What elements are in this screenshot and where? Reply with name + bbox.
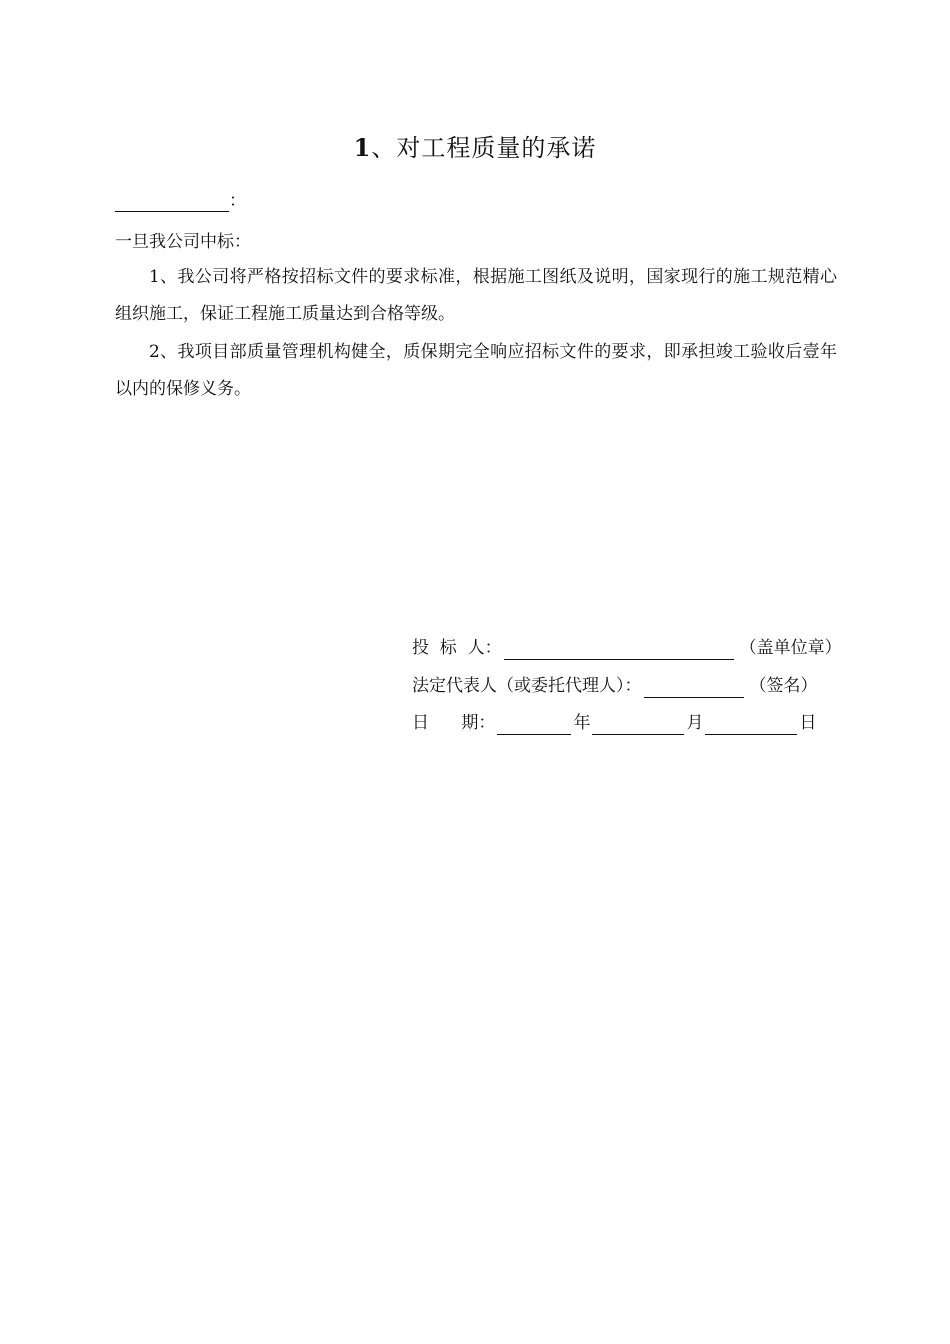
commitment-paragraph-2: 2、我项目部质量管理机构健全，质保期完全响应招标文件的要求，即承担竣工验收后壹年以内的保修义务。 bbox=[115, 342, 837, 399]
representative-label: 法定代表人（或委托代理人）： bbox=[412, 676, 642, 696]
date-label: 日 期： bbox=[412, 713, 496, 733]
signature-date-row bbox=[412, 711, 832, 735]
representative-blank bbox=[644, 679, 744, 698]
commitment-paragraph-1: 1、我公司将严格按招标文件的要求标准，根据施工图纸及说明，国家现行的施工规范精心组织施工，保证工程施工质量达到合格等级。 bbox=[115, 267, 837, 324]
day-blank bbox=[705, 716, 797, 735]
bidder-label: 投 标 人： bbox=[412, 638, 502, 658]
year-label: 年 bbox=[573, 713, 591, 733]
year-blank bbox=[497, 716, 571, 735]
page-title bbox=[0, 128, 950, 163]
signature-representative-row bbox=[412, 674, 832, 698]
title-text: 、对工程质量的承诺 bbox=[371, 134, 597, 162]
bidder-blank bbox=[504, 641, 734, 660]
title-number: 1 bbox=[353, 133, 372, 162]
addressee-colon: ： bbox=[229, 191, 246, 211]
bidder-note: （盖单位章） bbox=[739, 638, 842, 658]
month-label: 月 bbox=[686, 713, 704, 733]
month-blank bbox=[592, 716, 684, 735]
addressee-blank bbox=[115, 195, 229, 212]
addressee-line bbox=[115, 190, 246, 212]
intro-text: 一旦我公司中标： bbox=[115, 232, 251, 252]
day-label: 日 bbox=[799, 713, 817, 733]
signature-bidder-row bbox=[412, 636, 842, 660]
representative-note: （签名） bbox=[749, 676, 818, 696]
